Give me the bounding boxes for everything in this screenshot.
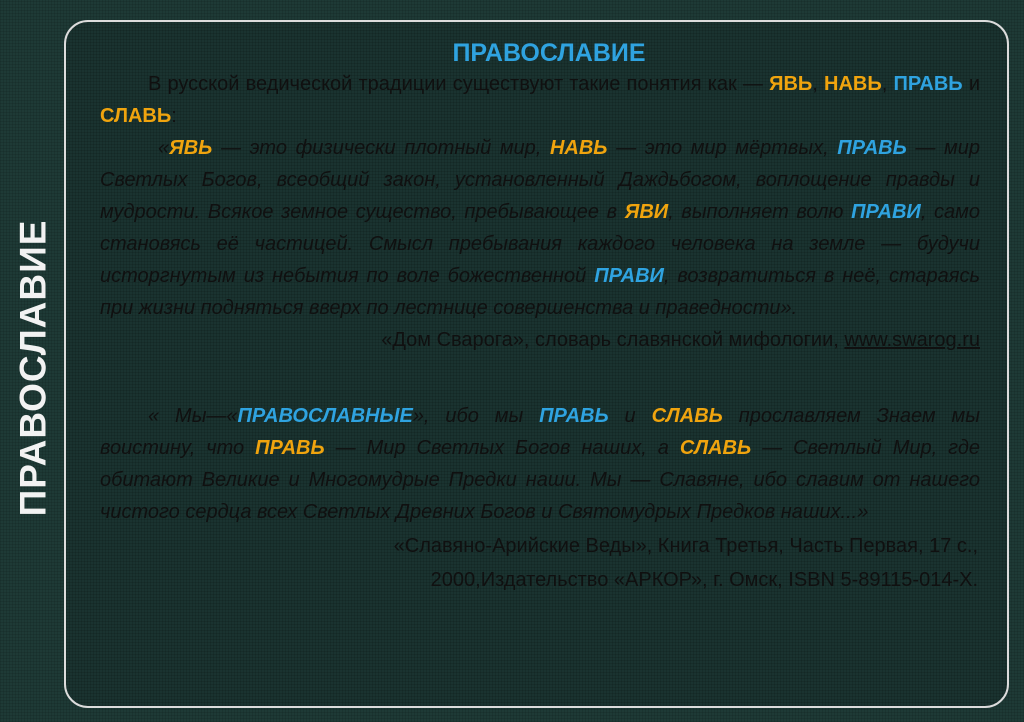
q1-term-yav: ЯВЬ: [169, 137, 213, 159]
intro-comma-2: ,: [881, 73, 894, 95]
q2-text-2: и: [608, 405, 652, 427]
q1-text-5: , само становясь её частицей. Смысл пребывания каждого человека на земле — будучи исторгнутым из небытия по воле божественной: [100, 201, 980, 287]
q2-text-3: прославляем Знаем мы воистину, что: [100, 405, 980, 459]
intro-paragraph: [100, 68, 980, 132]
q2-text-1: », ибо мы: [412, 405, 540, 427]
q1-term-nav: НАВЬ: [549, 137, 608, 159]
quote-paragraph-1: [100, 132, 980, 324]
q2-term-slav-2: СЛАВЬ: [679, 437, 752, 459]
q2-text-4: — Мир Светлых Богов наших, а: [324, 437, 680, 459]
q2-text-5: — Светлый Мир, где обитают Великие и Многомудрые Предки наши. Мы — Славяне, ибо славим от нашего чистого сердца всех Светлых Древних Богов и Святомудрых Предков наших...»: [100, 437, 980, 523]
term-nav: НАВЬ: [824, 73, 882, 95]
intro-colon: :: [171, 105, 177, 127]
term-slav: СЛАВЬ: [100, 105, 172, 127]
q2-term-prav: ПРАВЬ: [539, 405, 609, 427]
side-title-text: ПРАВОСЛАВИЕ: [12, 219, 54, 517]
article: [100, 38, 980, 596]
source1-link[interactable]: www.swarog.ru: [844, 329, 980, 351]
q1-term-prav: ПРАВЬ: [837, 137, 907, 159]
q2-term-slav: СЛАВЬ: [651, 405, 723, 427]
q1-term-yavi: ЯВИ: [624, 201, 669, 223]
q1-text-2: — это мир мёртвых,: [607, 137, 838, 159]
q2-term-prav-2: ПРАВЬ: [255, 437, 325, 459]
q1-text-3: — мир Светлых Богов, всеобщий закон, установленный Даждьбогом, воплощение правды и мудрости. Всякое земное существо, пребывающее в: [100, 137, 980, 223]
q1-text-1: — это физически плотный мир,: [212, 137, 550, 159]
q2-term-pravoslavnye: ПРАВОСЛАВНЫЕ: [237, 405, 413, 427]
quote2-open: « Мы—«: [148, 405, 238, 427]
page-title: ПРАВОСЛАВИЕ: [452, 39, 646, 67]
intro-text-1: В русской ведической традиции существуют такие понятия как —: [148, 73, 770, 95]
source-citation-1: [100, 324, 980, 356]
term-yav: ЯВЬ: [769, 73, 813, 95]
quote1-open: «: [158, 137, 170, 159]
quote-paragraph-2: [100, 400, 980, 528]
q1-term-pravi-1: ПРАВИ: [851, 201, 921, 223]
intro-and: и: [962, 73, 981, 95]
intro-comma-1: ,: [812, 73, 818, 95]
source-citation-2-line-2: 2000,Издательство «АРКОР», г. Омск, ISBN 5-89115-014-X.: [430, 569, 978, 591]
side-title: [10, 18, 56, 718]
q1-text-4: , выполняет волю: [668, 201, 852, 223]
source1-text: «Дом Сварога», словарь славянской мифологии,: [381, 329, 845, 351]
term-prav: ПРАВЬ: [893, 73, 963, 95]
q1-term-pravi-2: ПРАВИ: [594, 265, 664, 287]
q1-text-6: , возвратиться в неё, стараясь при жизни подняться вверх по лестнице совершенства и праведности».: [100, 265, 980, 319]
source-citation-2-line-1: «Славяно-Арийские Веды», Книга Третья, Часть Первая, 17 с.,: [393, 535, 978, 557]
